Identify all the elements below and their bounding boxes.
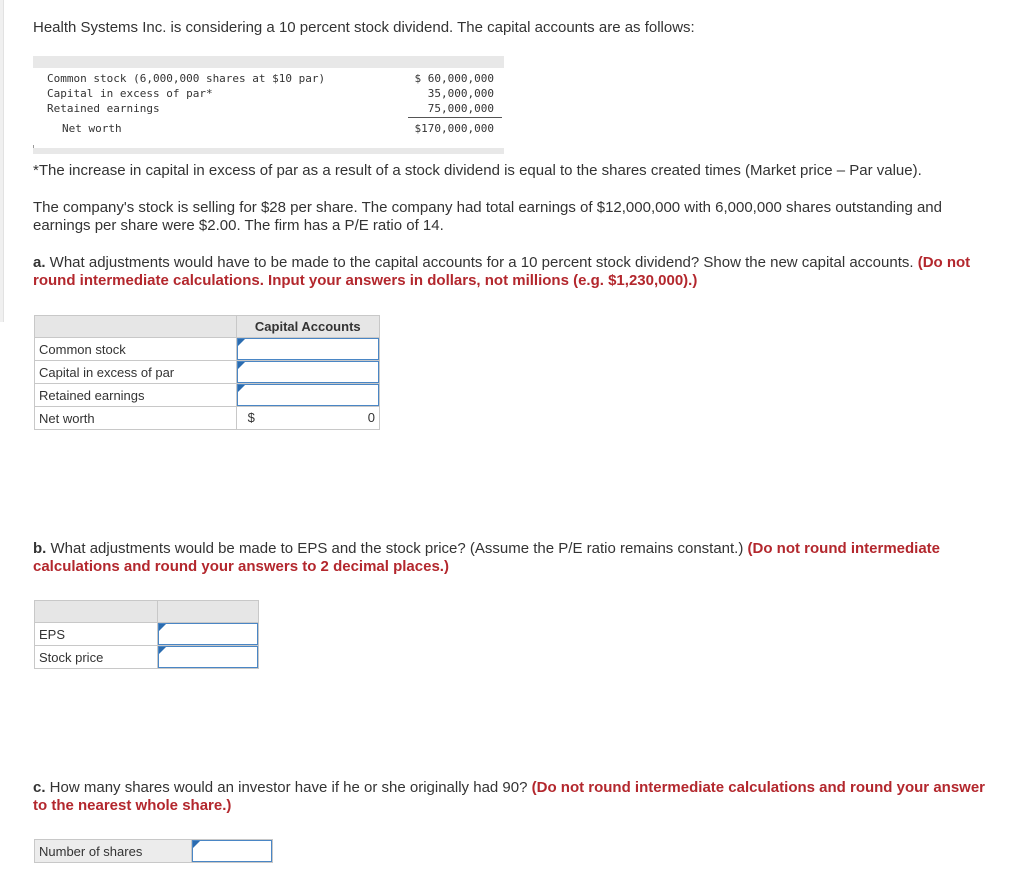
statement-value: $170,000,000 bbox=[414, 122, 494, 135]
statement-value: 75,000,000 bbox=[427, 102, 494, 115]
statement-row bbox=[33, 101, 504, 116]
number-of-shares-input[interactable] bbox=[192, 840, 272, 862]
table-header-blank bbox=[35, 601, 158, 623]
statement-label: Retained earnings bbox=[47, 102, 160, 115]
row-label-number-of-shares: Number of shares bbox=[35, 840, 192, 863]
cell-eps bbox=[157, 623, 258, 646]
question-c bbox=[33, 779, 993, 815]
row-label-capital-in-excess: Capital in excess of par bbox=[35, 361, 237, 384]
net-worth-value: 0 bbox=[367, 410, 375, 425]
company-info: The company's stock is selling for $28 per share. The company had total earnings of $12,000,000 with 6,000,000 shares outstanding and earnings per share were $2.00. The firm has a P/E ratio of 14. bbox=[33, 199, 942, 234]
net-worth-total bbox=[236, 407, 379, 430]
row-label-stock-price: Stock price bbox=[35, 646, 158, 669]
shares-table bbox=[34, 839, 273, 863]
stock-price-input[interactable] bbox=[158, 646, 258, 668]
statement-label: Common stock (6,000,000 shares at $10 par) bbox=[47, 72, 326, 85]
question-a-instruction: (Do not round intermediate calculations. Input your answers in dollars, not millions (e.g. $1,230,000).) bbox=[33, 254, 971, 289]
cell-stock-price bbox=[157, 646, 258, 669]
question-c-letter: c. bbox=[33, 779, 46, 796]
question-b-letter: b. bbox=[33, 540, 47, 557]
row-label-retained-earnings: Retained earnings bbox=[35, 384, 237, 407]
question-b-instruction: (Do not round intermediate calculations and round your answers to 2 decimal places.) bbox=[33, 540, 941, 575]
common-stock-input[interactable] bbox=[237, 338, 379, 360]
question-b-text: What adjustments would be made to EPS and the stock price? (Assume the P/E ratio remains constant.) bbox=[46, 540, 748, 557]
table-header-blank bbox=[35, 316, 237, 338]
question-a-letter: a. bbox=[33, 254, 46, 271]
intro-text: Health Systems Inc. is considering a 10 percent stock dividend. The capital accounts are as follows: bbox=[33, 19, 695, 36]
cell-retained-earnings bbox=[236, 384, 379, 407]
eps-price-table bbox=[34, 600, 259, 669]
eps-input[interactable] bbox=[158, 623, 258, 645]
question-c-instruction: (Do not round intermediate calculations and round your answer to the nearest whole share.) bbox=[33, 779, 986, 814]
statement-label: Net worth bbox=[62, 122, 122, 135]
subtotal-underline bbox=[408, 117, 502, 118]
cell-number-of-shares bbox=[191, 840, 272, 863]
flag-icon bbox=[159, 647, 166, 654]
statement-header-bar bbox=[33, 56, 504, 68]
question-a bbox=[33, 254, 983, 290]
question-a-text: What adjustments would have to be made to the capital accounts for a 10 percent stock dividend? Show the new capital accounts. bbox=[45, 254, 918, 271]
left-edge-rule bbox=[0, 0, 4, 322]
net-worth-currency: $ bbox=[247, 410, 255, 425]
cell-common-stock bbox=[236, 338, 379, 361]
cell-capital-in-excess bbox=[236, 361, 379, 384]
row-label-eps: EPS bbox=[35, 623, 158, 646]
flag-icon bbox=[193, 841, 200, 848]
statement-value: $ 60,000,000 bbox=[414, 72, 494, 85]
capital-in-excess-input[interactable] bbox=[237, 361, 379, 383]
statement-footer-bar bbox=[33, 148, 504, 154]
question-b bbox=[33, 540, 993, 576]
flag-icon bbox=[238, 385, 245, 392]
flag-icon bbox=[238, 339, 245, 346]
statement-row-total bbox=[33, 121, 504, 136]
flag-icon bbox=[159, 624, 166, 631]
capital-accounts-table bbox=[34, 315, 380, 430]
flag-icon bbox=[238, 362, 245, 369]
row-label-net-worth: Net worth bbox=[35, 407, 237, 430]
table-header-capital-accounts: Capital Accounts bbox=[236, 316, 379, 338]
question-c-text: How many shares would an investor have if he or she originally had 90? bbox=[45, 779, 532, 796]
retained-earnings-input[interactable] bbox=[237, 384, 379, 406]
statement-row bbox=[33, 86, 504, 101]
row-label-common-stock: Common stock bbox=[35, 338, 237, 361]
statement-row bbox=[33, 71, 504, 86]
footnote: *The increase in capital in excess of par as a result of a stock dividend is equal to the shares created times (Market price – Par value). bbox=[33, 162, 922, 179]
statement-value: 35,000,000 bbox=[427, 87, 494, 100]
table-header-blank bbox=[157, 601, 258, 623]
statement-label: Capital in excess of par* bbox=[47, 87, 213, 100]
capital-accounts-statement bbox=[33, 56, 504, 142]
